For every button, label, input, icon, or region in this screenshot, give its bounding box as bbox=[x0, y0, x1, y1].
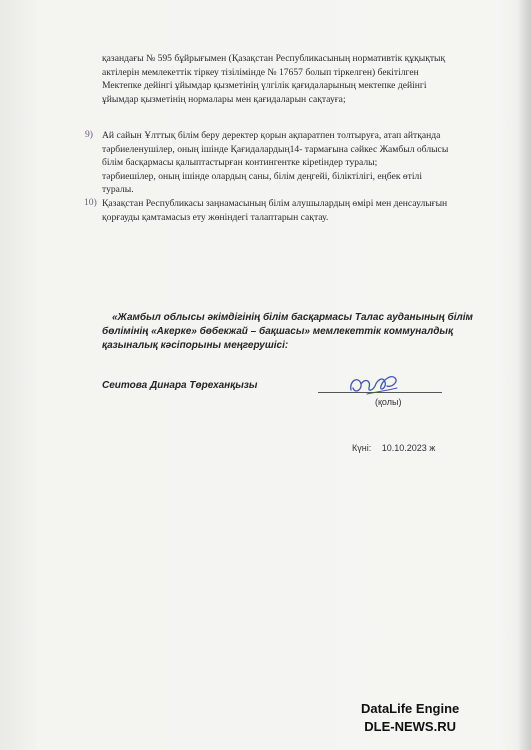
text-line: туралы. bbox=[102, 184, 134, 196]
page-edge-shadow bbox=[517, 0, 531, 750]
signature-label: (қолы) bbox=[375, 397, 402, 407]
signature-line bbox=[318, 392, 442, 393]
text-line: актілерін мемлекеттік тіркеу тізілімінде № 17657 болып тіркелген) бекітілген bbox=[102, 66, 419, 78]
watermark-line-1: DataLife Engine bbox=[361, 701, 460, 716]
text-line: білім басқармасы қалыптастырған контингентке кірetiндер туралы; bbox=[102, 157, 378, 169]
item-number-10: 10) bbox=[84, 197, 97, 208]
text-line: Мектепке дейінгі ұйымдар қызметінің үлгілік қағидаларының мектепке дейінгі bbox=[102, 80, 427, 92]
heading-line: «Жамбыл облысы әкімдігінің білім басқармасы Талас ауданының білім bbox=[112, 312, 473, 323]
text-line: ұйымдар қызметінің нормалары мен қағидаларын сақтауға; bbox=[102, 93, 346, 105]
text-line: қорғауды қамтамасыз ету жөніндегі талаптарын сақтау. bbox=[102, 211, 329, 223]
director-name: Сеитова Динара Төреханқызы bbox=[102, 380, 258, 391]
text-line: тәрбиеленушілер, оның ішінде Қағидалардың14- тармағына сәйкес Жамбыл облысы bbox=[102, 143, 449, 155]
text-line: қазандағы № 595 бұйрығымен (Қазақстан Республикасының нормативтік құқықтық bbox=[102, 53, 446, 64]
text-line: тәрбиешілер, оның ішінде олардың саны, білім деңгейі, біліктілігі, еңбек өтілі bbox=[102, 170, 422, 182]
item-number-9: 9) bbox=[85, 129, 93, 140]
item-9-paragraph bbox=[102, 129, 449, 197]
date-label: Күні: bbox=[352, 443, 372, 453]
watermark-line-2: DLE-NEWS.RU bbox=[364, 719, 456, 734]
item-10-paragraph bbox=[102, 197, 448, 224]
continuation-paragraph bbox=[102, 52, 444, 106]
heading-line: бөлімінің «Акерке» бөбекжай – бақшасы» мемлекеттік коммуналдық bbox=[102, 326, 454, 337]
watermark bbox=[361, 700, 459, 736]
institution-heading bbox=[102, 311, 473, 353]
heading-line: қазыналық кәсіпорыны меңгерушісі: bbox=[102, 340, 289, 351]
date-value: 10.10.2023 ж bbox=[381, 443, 436, 453]
text-line: Қазақстан Республикасы заңнамасының білім алушылардың өмірі мен денсаулығын bbox=[102, 198, 448, 209]
date-row bbox=[352, 443, 435, 453]
text-line: Ай сайын Ұлттық білім беру деректер қорын ақпаратпен толтыруға, атап айтқанда bbox=[102, 130, 441, 141]
